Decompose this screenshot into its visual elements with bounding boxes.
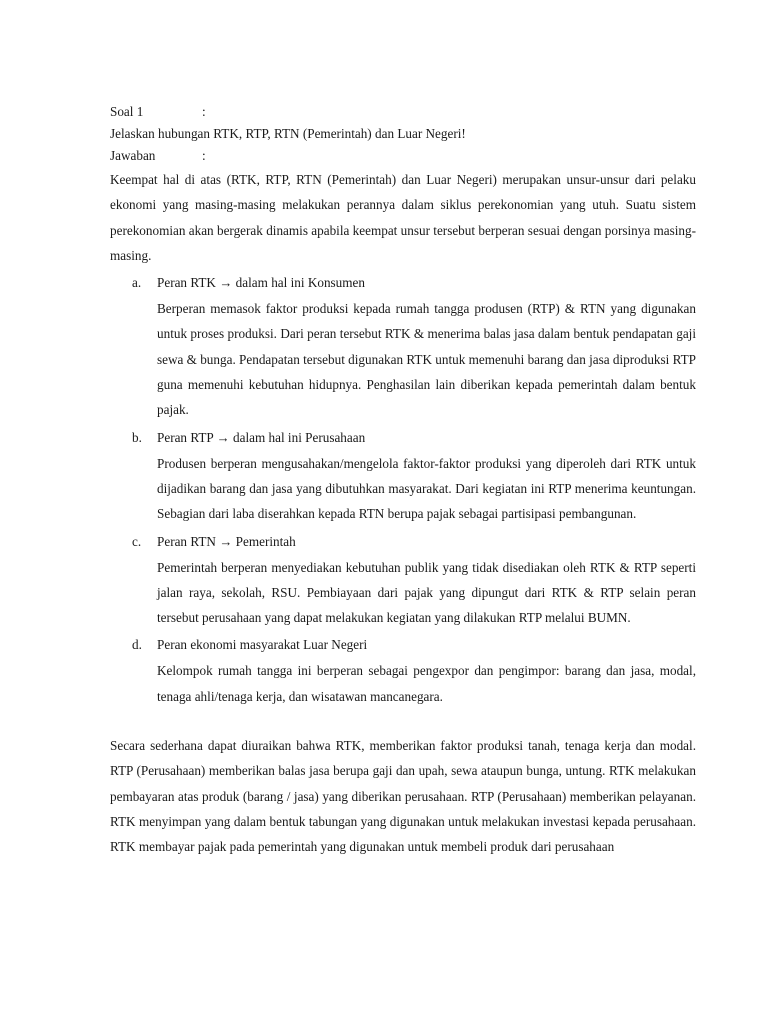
list-item-d (110, 632, 696, 709)
intro-paragraph: Keempat hal di atas (RTK, RTP, RTN (Pemerintah) dan Luar Negeri) merupakan unsur-unsur dari pelaku ekonomi yang masing-masing melakukan perannya dalam siklus perekonomian yang utuh. Suatu sistem perekonomian akan bergerak dinamis apabila keempat unsur tersebut berperan sesuai dengan porsinya masing-masing. (110, 172, 696, 263)
roles-list (110, 270, 696, 709)
list-item-title: Peran ekonomi masyarakat Luar Negeri (157, 637, 368, 653)
list-marker: a. (132, 275, 142, 291)
list-item-head (132, 529, 696, 555)
list-item-head (132, 632, 696, 658)
list-item-a (110, 270, 696, 422)
soal-label: Soal 1 (110, 104, 144, 119)
jawaban-row (110, 145, 696, 167)
list-item-body: Kelompok rumah tangga ini berperan sebagai pengexpor dan pengimpor: barang dan jasa, modal, tenaga ahli/tenaga kerja, dan wisatawan mancanegara. (157, 663, 696, 704)
list-item-c (110, 529, 696, 631)
list-item-body: Pemerintah berperan menyediakan kebutuhan publik yang tidak disediakan oleh RTK & RTP seperti jalan raya, sekolah, RSU. Pembiayaan dari pajak yang dipungut dari RTK & RTP selain peran tersebut perusahaan yang dapat melakukan kegiatan yang dilakukan RTP melalui BUMN. (157, 559, 696, 626)
list-item-head (132, 270, 696, 296)
jawaban-colon: : (202, 148, 206, 163)
list-item-head (132, 425, 696, 451)
list-item-body: Berperan memasok faktor produksi kepada rumah tangga produsen (RTP) & RTN yang digunakan untuk proses produksi. Dari peran tersebut RTK & menerima balas jasa dalam bentuk pendapatan gaji sewa & bunga. Pendapatan tersebut digunakan RTK untuk memenuhi barang dan jasa diproduksi RTP guna memenuhi kebutuhan hidupnya. Penghasilan lain diberikan kepada pemerintah dalam bentuk pajak. (157, 301, 696, 418)
list-item-title: Peran RTP → dalam hal ini Perusahaan (157, 429, 366, 445)
soal-row (110, 101, 696, 123)
list-marker: c. (132, 533, 142, 549)
list-marker: b. (132, 429, 142, 445)
paragraph-spacer (110, 711, 696, 733)
list-item-title: Peran RTK → dalam hal ini Konsumen (157, 275, 365, 291)
soal-colon: : (202, 104, 206, 119)
list-item-b (110, 425, 696, 527)
list-marker: d. (132, 637, 142, 653)
document-page (110, 101, 696, 860)
jawaban-label: Jawaban (110, 148, 156, 163)
list-item-body: Produsen berperan mengusahakan/mengelola faktor-faktor produksi yang diperoleh dari RTK untuk dijadikan barang dan jasa yang dibutuhkan masyarakat. Dari kegiatan ini RTP menerima keuntungan. Sebagian dari laba diserahkan kepada RTN berupa pajak sebagai partisipasi pembangunan. (157, 455, 696, 522)
closing-paragraph: Secara sederhana dapat diuraikan bahwa RTK, memberikan faktor produksi tanah, tenaga kerja dan modal. RTP (Perusahaan) memberikan balas jasa berupa gaji dan upah, sewa ataupun bunga, untung. RTK melakukan pembayaran atas produk (barang / jasa) yang diberikan perusahaan. RTP (Perusahaan) memberikan pelayanan. RTK menyimpan yang dalam bentuk tabungan yang digunakan untuk melakukan investasi kepada perusahaan. RTK membayar pajak pada pemerintah yang digunakan untuk membeli produk dari perusahaan (110, 738, 696, 855)
list-item-title: Peran RTN → Pemerintah (157, 533, 296, 549)
question-text: Jelaskan hubungan RTK, RTP, RTN (Pemerintah) dan Luar Negeri! (110, 126, 466, 141)
